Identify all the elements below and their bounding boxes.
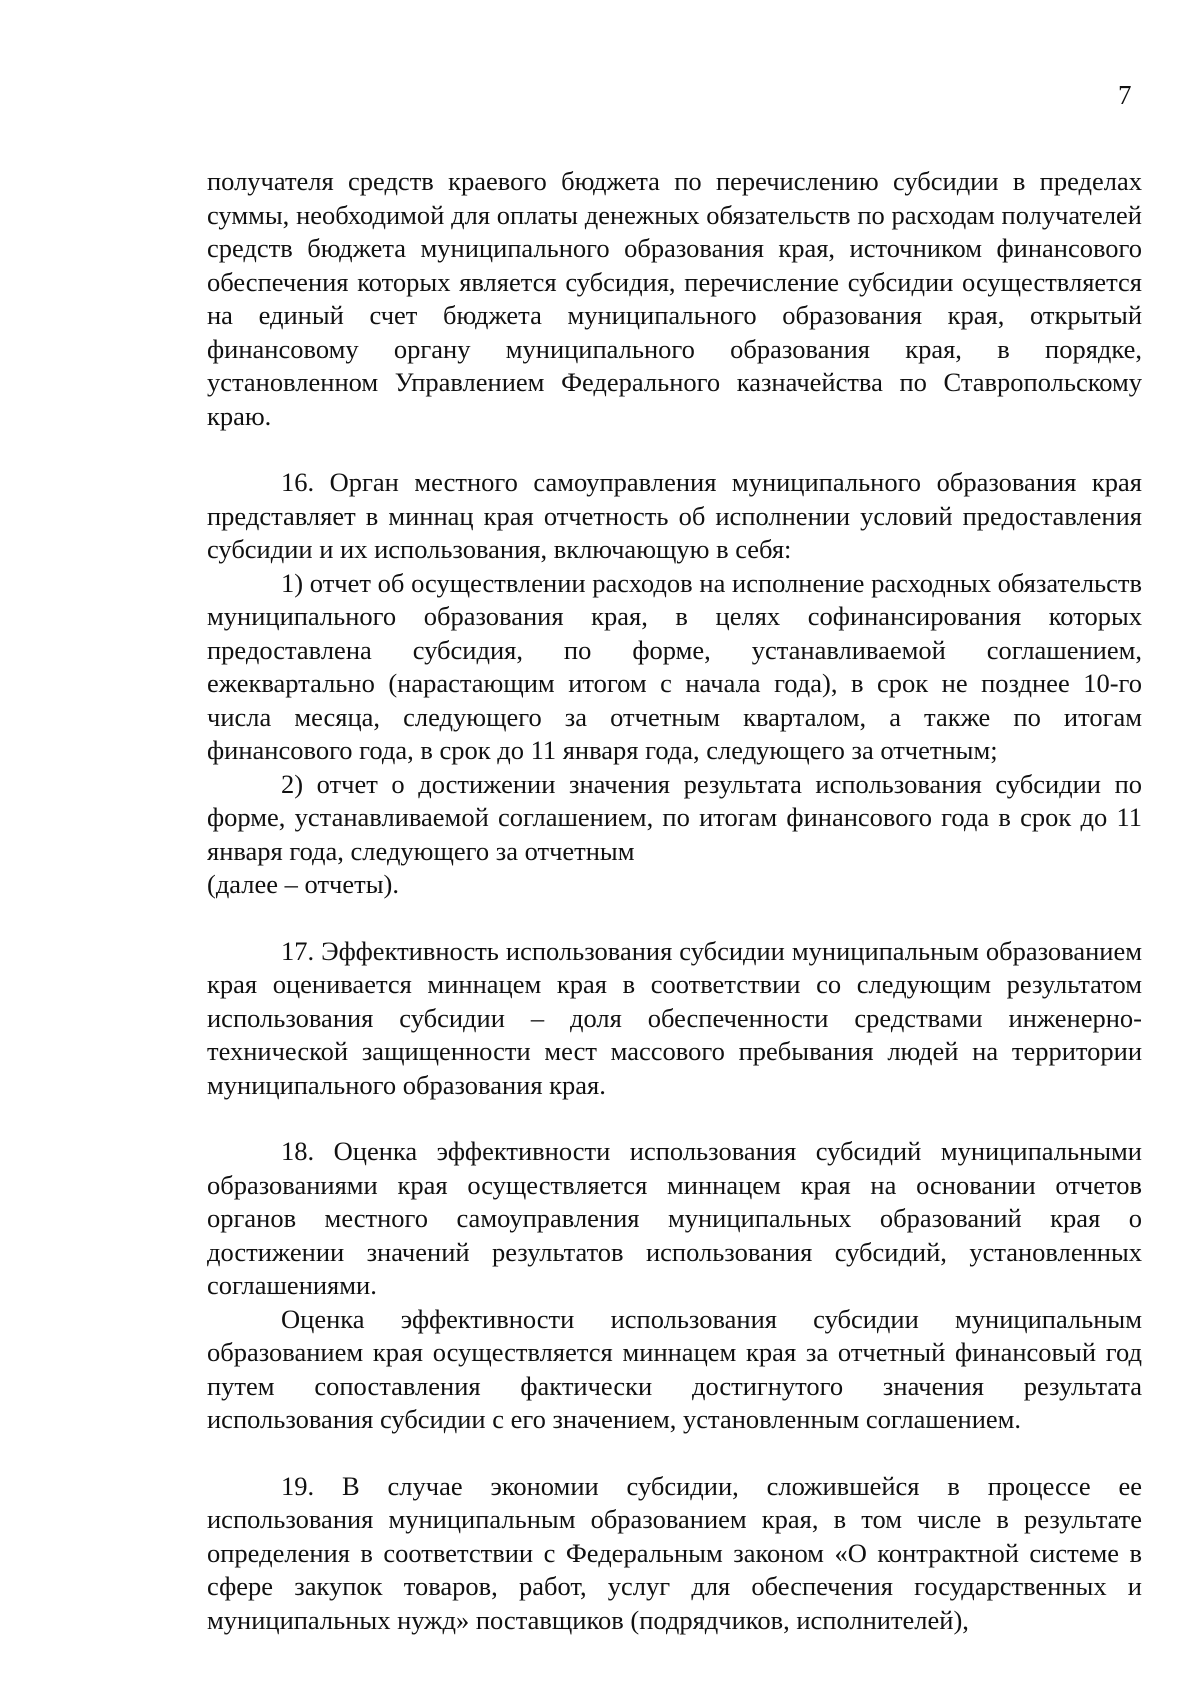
paragraph-gap — [207, 902, 1142, 935]
paragraph-gap — [207, 433, 1142, 466]
paragraph-18: 18. Оценка эффективности использования субсидий муниципальными образованиями края осуществляется миннацем края на основании отчетов органов местного самоуправления муниципальных образований края о достижении значений результатов использования субсидий, установленных соглашениями. — [207, 1136, 1142, 1300]
paragraph-continuation: получателя средств краевого бюджета по перечислению субсидии в пределах суммы, необходимой для оплаты денежных обязательств по расходам получателей средств бюджета муниципального образования края, источником финансового обеспечения которых является субсидия, перечисление субсидии осуществляется на единый счет бюджета муниципального образования края, открытый финансовому органу муниципального образования края, в порядке, установленном Управлением Федерального казначейства по Ставропольскому краю. — [207, 166, 1142, 431]
paragraph-18-second: Оценка эффективности использования субсидии муниципальным образованием края осуществляется миннацем края за отчетный финансовый год путем сопоставления фактически достигнутого значения результата использования субсидии с его значением, установленным соглашением. — [207, 1303, 1142, 1434]
paragraph-gap — [207, 1102, 1142, 1135]
paragraph-16-item-1: 1) отчет об осуществлении расходов на исполнение расходных обязательств муниципального образования края, в целях софинансирования которых предоставлена субсидия, по форме, устанавливаемой соглашением, ежеквартально (нарастающим итогом с начала года), в срок не позднее 10-го числа месяца, следующего за отчетным кварталом, а также по итогам финансового года, в срок до 11 января года, следующего за отчетным; — [207, 567, 1142, 765]
document-body — [207, 165, 1142, 1637]
paragraph-gap — [207, 1437, 1142, 1470]
paragraph-16: 16. Орган местного самоуправления муниципального образования края представляет в миннац края отчетность об исполнении условий предоставления субсидии и их использования, включающую в себя: — [207, 467, 1142, 564]
paragraph-16-tail: (далее – отчеты). — [207, 869, 399, 899]
page-number: 7 — [1118, 80, 1132, 110]
paragraph-17: 17. Эффективность использования субсидии муниципальным образованием края оценивается миннацем края в соответствии со следующим результатом использования субсидии – доля обеспеченности средствами инженерно-технической защищенности мест массового пребывания людей на территории муниципального образования края. — [207, 935, 1142, 1100]
paragraph-19: 19. В случае экономии субсидии, сложившейся в процессе ее использования муниципальным образованием края, в том числе в результате определения в соответствии с Федеральным законом «О контрактной системе в сфере закупок товаров, работ, услуг для обеспечения государственных и муниципальных нужд» поставщиков (подрядчиков, исполнителей), — [207, 1470, 1142, 1635]
paragraph-16-item-2: 2) отчет о достижении значения результата использования субсидии по форме, устанавливаемой соглашением, по итогам финансового года в срок до 11 января года, следующего за отчетным — [207, 768, 1142, 866]
